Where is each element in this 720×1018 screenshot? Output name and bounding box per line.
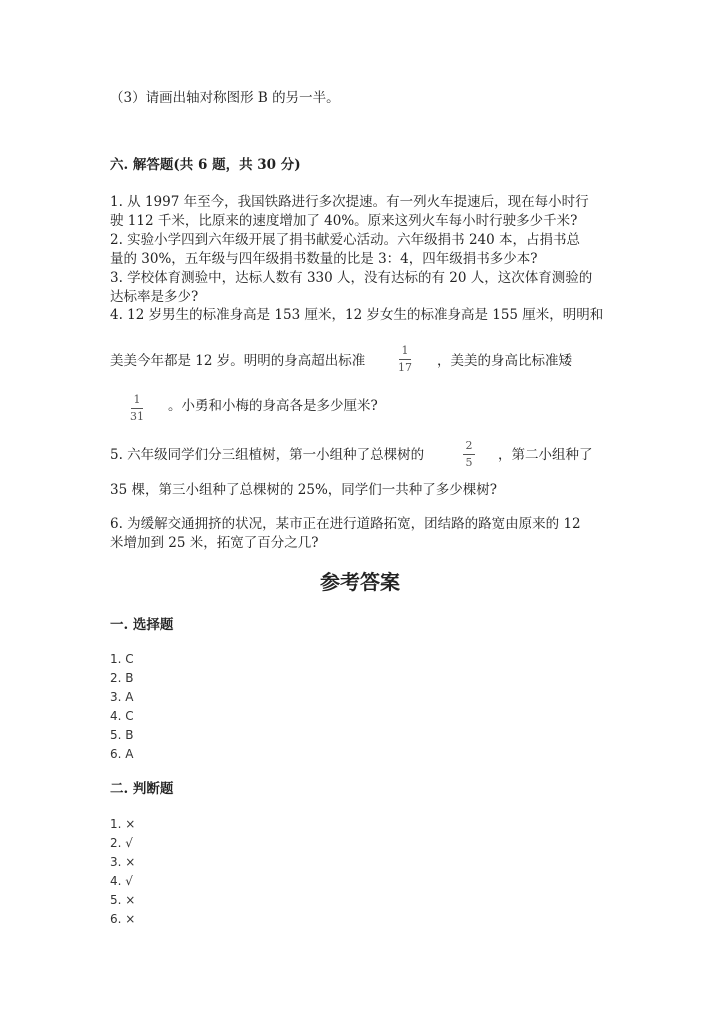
fraction-denominator: 5: [465, 456, 473, 469]
list-item: 4. C: [110, 709, 134, 723]
list-item: 2. B: [110, 671, 134, 685]
answers-title: 参考答案: [320, 570, 400, 594]
fraction-2-5: [463, 440, 475, 469]
problem6-line2: 米增加到 25 米，拓宽了百分之几?: [110, 535, 319, 551]
fraction-bar: [131, 408, 143, 409]
problem2-line2: 量的 30%，五年级与四年级捐书数量的比是 3：4，四年级捐书多少本?: [110, 251, 538, 267]
list-item: 1. ×: [110, 817, 136, 831]
fraction-1-17: [398, 345, 412, 374]
problem5-line2: 35 棵，第三小组种了总棵树的 25%，同学们一共种了多少棵树?: [110, 482, 498, 498]
list-item: 2. √: [110, 836, 133, 850]
fraction-1-31: [130, 394, 144, 423]
fraction-numerator: 1: [133, 393, 141, 406]
fraction-denominator: 31: [130, 410, 144, 423]
problem1-line2: 驶 112 千米，比原来的速度增加了 40%。原来这列火车每小时行驶多少千米?: [110, 213, 578, 229]
problem1-line1: 1. 从 1997 年至今，我国铁路进行多次提速。有一列火车提速后，现在每小时行: [110, 194, 589, 210]
answers-section1-heading: 一. 选择题: [110, 617, 174, 633]
problem5-line1a: 5. 六年级同学们分三组植树，第一小组种了总棵树的: [110, 447, 425, 463]
fraction-numerator: 2: [465, 439, 473, 452]
problem5-line1b: ，第二小组种了: [498, 447, 593, 463]
problem4-line2a: 美美今年都是 12 岁。明明的身高超出标准: [110, 353, 366, 369]
fraction-bar: [399, 359, 411, 360]
problem4-line3: 。小勇和小梅的身高各是多少厘米?: [168, 398, 378, 414]
list-item: 5. B: [110, 728, 134, 742]
list-item: 3. A: [110, 690, 134, 704]
problem4-line1: 4. 12 岁男生的标准身高是 153 厘米，12 岁女生的标准身高是 155 厘米，明明和: [110, 307, 604, 323]
problem2-line1: 2. 实验小学四到六年级开展了捐书献爱心活动。六年级捐书 240 本，占捐书总: [110, 232, 581, 248]
list-item: 6. A: [110, 747, 134, 761]
fraction-denominator: 17: [398, 361, 412, 374]
list-item: 3. ×: [110, 855, 136, 869]
problem3-line1: 3. 学校体育测验中，达标人数有 330 人，没有达标的有 20 人，这次体育测验的: [110, 270, 593, 286]
list-item: 4. √: [110, 874, 133, 888]
answers-section1-list: [110, 650, 134, 764]
q3-line: （3）请画出轴对称图形 B 的另一半。: [110, 90, 340, 106]
list-item: 6. ×: [110, 912, 136, 926]
answers-section2-list: [110, 815, 135, 929]
problem4-line2b: ，美美的身高比标准矮: [437, 353, 572, 369]
section6-heading: 六. 解答题(共 6 题，共 30 分): [110, 157, 301, 173]
fraction-bar: [463, 454, 475, 455]
list-item: 1. C: [110, 652, 134, 666]
answers-section2-heading: 二. 判断题: [110, 781, 174, 797]
problem6-line1: 6. 为缓解交通拥挤的状况，某市正在进行道路拓宽，团结路的路宽由原来的 12: [110, 516, 581, 532]
list-item: 5. ×: [110, 893, 136, 907]
fraction-numerator: 1: [401, 344, 409, 357]
problem3-line2: 达标率是多少?: [110, 289, 199, 305]
